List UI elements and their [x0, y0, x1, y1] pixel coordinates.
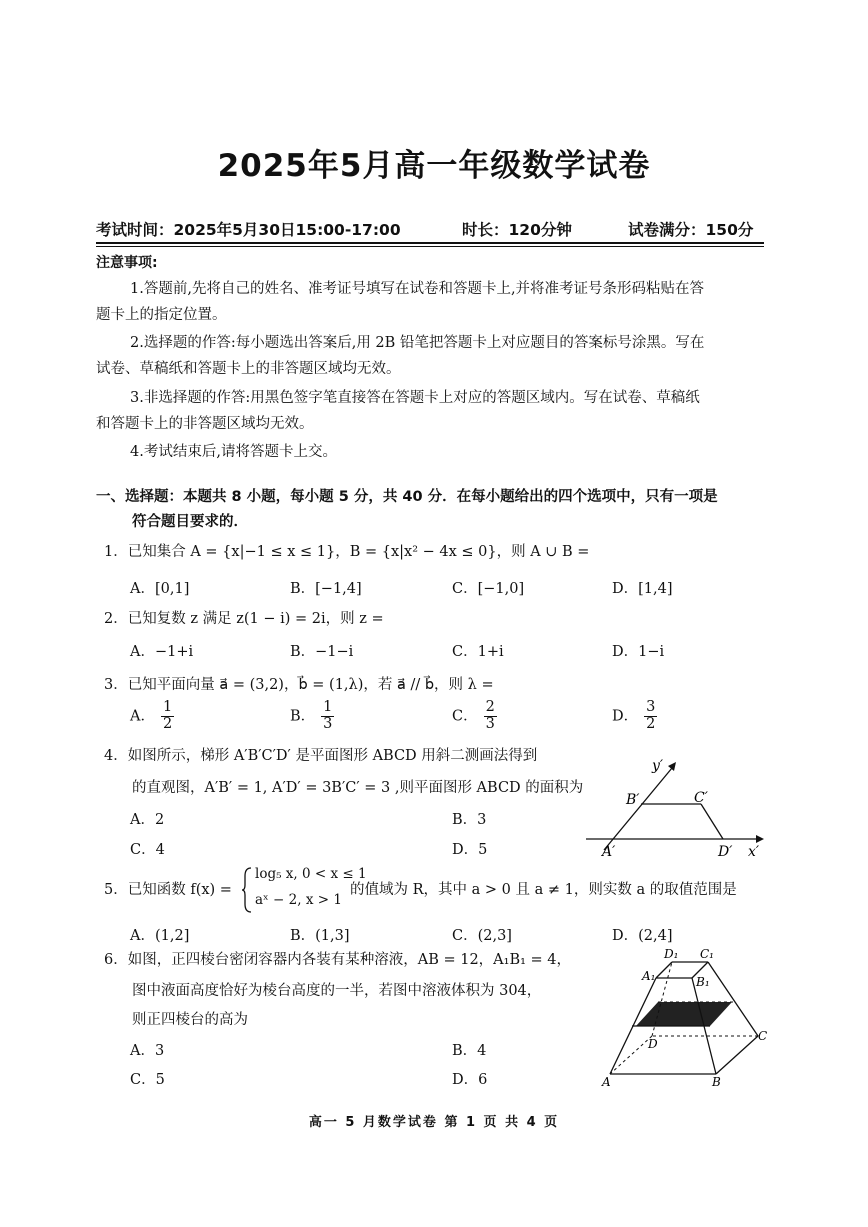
- q5-option-a: A．(1,2]: [130, 928, 190, 944]
- label-a: A′: [602, 844, 616, 860]
- notes-heading: 注意事项:: [96, 255, 158, 271]
- segment-cd: [701, 804, 723, 839]
- y-axis-line: [604, 768, 672, 850]
- q3-option-a: [130, 700, 174, 733]
- label-c: C′: [694, 790, 708, 806]
- x-axis-arrow: [756, 835, 764, 843]
- q3-option-d-fraction: [644, 700, 657, 733]
- q2-option-d: D．1−i: [612, 644, 665, 660]
- q3-option-b: [290, 700, 334, 733]
- q4-option-c: C．4: [130, 842, 165, 858]
- q1-stem: 1．已知集合 A = {x|−1 ≤ x ≤ 1}，B = {x|x² − 4x ≤ 0}，则 A ∪ B =: [104, 544, 590, 560]
- x-axis-label: x′: [748, 844, 760, 860]
- q5-option-c: C．(2,3]: [452, 928, 512, 944]
- q6-option-a: A．3: [130, 1043, 165, 1059]
- q6-option-b: B．4: [452, 1043, 487, 1059]
- q2-option-a: A．−1+i: [130, 644, 194, 660]
- q5-stem-post: 的值域为 R，其中 a > 0 且 a ≠ 1，则实数 a 的取值范围是: [350, 882, 737, 898]
- q3-option-b-fraction: [321, 700, 334, 733]
- section-1-heading: 一、选择题：本题共 8 小题，每小题 5 分，共 40 分．在每小题给出的四个选项中，只有一项是: [96, 489, 718, 505]
- q5-piecewise-brace: [241, 866, 253, 914]
- label-d: D′: [718, 844, 733, 860]
- q3-c-numerator: 2: [485, 699, 495, 715]
- note-2-line1: 2.选择题的作答:每小题选出答案后,用 2B 铅笔把答题卡上对应题目的答案标号涂黑。写在: [130, 335, 705, 351]
- section-1-heading-cont: 符合题目要求的．: [132, 514, 248, 530]
- q3-option-c: [452, 700, 497, 733]
- q4-stem-line2: 的直观图，A′B′ = 1, A′D′ = 3B′C′ = 3 ,则平面图形 ABCD 的面积为: [132, 780, 584, 796]
- q6-option-c: C．5: [130, 1072, 165, 1088]
- note-4: 4.考试结束后,请将答题卡上交。: [130, 444, 337, 460]
- q6-stem-line3: 则正四棱台的高为: [132, 1012, 248, 1028]
- q1-option-b: B．[−1,4]: [290, 581, 362, 597]
- exam-duration: 时长：120分钟: [462, 221, 572, 239]
- liquid-surface: [636, 1002, 732, 1026]
- q5-stem-pre: 5．已知函数 f(x) =: [104, 882, 232, 898]
- y-axis-arrow: [668, 762, 676, 771]
- q3-d-numerator: 3: [646, 699, 656, 715]
- q1-option-a: A．[0,1]: [130, 581, 190, 597]
- q4-option-a: A．2: [130, 812, 165, 828]
- exam-time: 考试时间：2025年5月30日15:00-17:00: [96, 221, 401, 239]
- edge-bc: [716, 1036, 758, 1074]
- q3-option-c-fraction: [484, 700, 497, 733]
- note-3-line1: 3.非选择题的作答:用黑色签字笔直接答在答题卡上对应的答题区域内。写在试卷、草稿纸: [130, 390, 700, 406]
- q4-figure-trapezoid: [580, 752, 770, 864]
- y-axis-label: y′: [652, 758, 664, 774]
- q4-stem-line1: 4．如图所示，梯形 A′B′C′D′ 是平面图形 ABCD 用斜二测画法得到: [104, 748, 538, 764]
- page-footer: 高一 5 月数学试卷 第 1 页 共 4 页: [308, 1115, 560, 1130]
- q6-stem-line1: 6．如图，正四棱台密闭容器内各装有某种溶液，AB = 12，A₁B₁ = 4，: [104, 952, 572, 968]
- q1-option-d: D．[1,4]: [612, 581, 673, 597]
- q3-a-numerator: 1: [162, 699, 173, 715]
- label-b1: B₁: [696, 975, 710, 989]
- note-3-line2: 和答题卡上的非答题区域均无效。: [96, 416, 314, 432]
- label-b: B: [712, 1075, 721, 1089]
- q3-c-denominator: 3: [485, 715, 495, 732]
- label-a1: A₁: [642, 969, 656, 983]
- q3-b-denominator: 3: [323, 715, 333, 732]
- edge-da-hidden: [610, 1036, 652, 1074]
- label-b: B′: [626, 792, 640, 808]
- header-rule-thick: [96, 242, 764, 244]
- label-d: D: [648, 1037, 658, 1051]
- q2-option-c: C．1+i: [452, 644, 504, 660]
- note-1-line2: 题卡上的指定位置。: [96, 307, 227, 323]
- header-rule-thin: [96, 246, 764, 247]
- note-2-line2: 试卷、草稿纸和答题卡上的非答题区域均无效。: [96, 361, 401, 377]
- label-a: A: [602, 1075, 611, 1089]
- q3-option-b-label: B．: [290, 708, 316, 725]
- q3-b-numerator: 1: [323, 699, 333, 715]
- q3-d-denominator: 2: [646, 715, 656, 732]
- q6-figure-frustum: [596, 944, 772, 1090]
- q3-option-c-label: C．: [452, 708, 478, 725]
- q3-option-a-label: A．: [130, 708, 155, 725]
- label-d1: D₁: [664, 947, 679, 961]
- label-c: C: [758, 1029, 768, 1043]
- q2-option-b: B．−1−i: [290, 644, 354, 660]
- label-c1: C₁: [700, 947, 714, 961]
- note-1-line1: 1.答题前,先将自己的姓名、准考证号填写在试卷和答题卡上,并将准考证号条形码粘贴在答: [130, 281, 705, 297]
- q5-option-d: D．(2,4]: [612, 928, 673, 944]
- q5-case-1: log₅ x, 0 < x ≤ 1: [255, 866, 367, 882]
- q3-option-d: [612, 700, 657, 733]
- edge-cc1: [708, 962, 758, 1036]
- q3-option-d-label: D．: [612, 708, 639, 725]
- q5-case-2: aˣ − 2, x > 1: [255, 892, 342, 908]
- full-score: 试卷满分：150分: [628, 221, 754, 239]
- q6-stem-line2: 图中液面高度恰好为棱台高度的一半，若图中溶液体积为 304，: [132, 983, 542, 999]
- q6-option-d: D．6: [452, 1072, 488, 1088]
- page-title: 2025年5月高一年级数学试卷: [217, 148, 651, 184]
- q4-option-b: B．3: [452, 812, 487, 828]
- q4-option-d: D．5: [452, 842, 488, 858]
- q5-option-b: B．(1,3]: [290, 928, 350, 944]
- q2-stem: 2．已知复数 z 满足 z(1 − i) = 2i，则 z =: [104, 611, 384, 627]
- q3-stem: 3．已知平面向量 a⃗ = (3,2)，b⃗ = (1,λ)，若 a⃗ // b⃗，则 λ =: [104, 677, 494, 693]
- q1-option-c: C．[−1,0]: [452, 581, 525, 597]
- q3-a-denominator: 2: [162, 715, 173, 732]
- q3-option-a-fraction: [161, 700, 174, 733]
